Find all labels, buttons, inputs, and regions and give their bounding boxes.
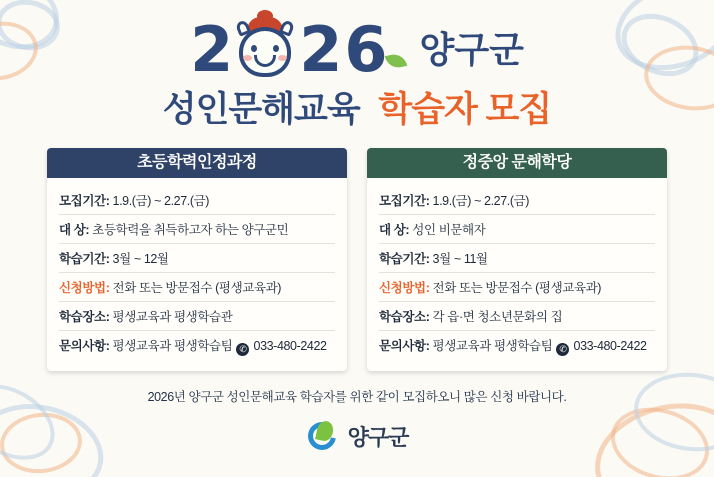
card-body-literacy — [367, 178, 667, 371]
row-label: 대 상: — [379, 223, 410, 237]
row-value: 3월 ~ 11월 — [432, 252, 488, 266]
card-title-elementary: 초등학력인정과정 — [47, 148, 347, 178]
program-card-elementary — [47, 148, 347, 371]
program-card-literacy — [367, 148, 667, 371]
year-digit-3: 2 — [299, 13, 341, 86]
table-row — [59, 273, 335, 302]
horse-mascot-icon — [235, 19, 295, 81]
card-body-elementary — [47, 178, 347, 371]
row-value: 각 읍·면 청소년문화의 집 — [432, 310, 563, 324]
phone-icon: ✆ — [236, 343, 249, 356]
table-row — [59, 186, 335, 215]
row-value: 전화 또는 방문접수 (평생교육과) — [432, 281, 602, 295]
footer-note: 2026년 양구군 성인문해교육 학습자를 위한 같이 모집하오니 많은 신청 바랍니다. — [147, 390, 567, 404]
row-label: 학습기간: — [379, 252, 430, 266]
row-value: 평생교육과 평생학습관 — [112, 310, 233, 324]
table-row — [59, 215, 335, 244]
table-row — [379, 302, 655, 331]
row-value: 1.9.(금) ~ 2.27.(금) — [112, 194, 210, 208]
year-digit-1: 2 — [190, 13, 232, 86]
title-main-text: 성인문해교육 — [162, 90, 360, 129]
table-row — [379, 186, 655, 215]
row-value: 초등학력을 취득하고자 하는 양구군민 — [92, 223, 289, 237]
row-label: 문의사항: — [379, 339, 430, 353]
row-value: 3월 ~ 12월 — [112, 252, 169, 266]
row-label: 모집기간: — [59, 194, 110, 208]
table-row — [59, 302, 335, 331]
year-digit-4: 6 — [344, 13, 386, 86]
poster-title — [0, 88, 714, 132]
year-title-row — [0, 14, 714, 86]
program-cards — [0, 148, 714, 371]
row-label: 학습장소: — [59, 310, 110, 324]
poster-header — [0, 0, 714, 132]
table-row — [379, 244, 655, 273]
title-accent-text: 학습자 모집 — [378, 90, 552, 129]
row-value: 전화 또는 방문접수 (평생교육과) — [112, 281, 282, 295]
row-label: 학습기간: — [59, 252, 110, 266]
county-logo-text: 양구군 — [347, 424, 409, 450]
row-label: 학습장소: — [379, 310, 430, 324]
table-row — [59, 244, 335, 273]
row-phone: 033-480-2422 — [253, 339, 327, 353]
row-phone: 033-480-2422 — [573, 339, 647, 353]
yanggu-county-logo-icon — [306, 419, 340, 453]
row-value: 성인 비문해자 — [412, 223, 486, 237]
table-row — [379, 273, 655, 302]
leaf-icon — [386, 50, 408, 76]
row-label: 신청방법: — [59, 281, 110, 295]
row-value: 1.9.(금) ~ 2.27.(금) — [432, 194, 530, 208]
row-label: 신청방법: — [379, 281, 430, 295]
county-logo — [0, 419, 714, 453]
row-label: 문의사항: — [59, 339, 110, 353]
county-name: 양구군 — [419, 29, 524, 70]
row-label: 대 상: — [59, 223, 90, 237]
row-label: 모집기간: — [379, 194, 430, 208]
table-row — [379, 331, 655, 361]
cloud-decoration-bottom-left — [0, 357, 180, 477]
row-value: 평생교육과 평생학습팀 — [432, 339, 553, 353]
table-row — [379, 215, 655, 244]
phone-icon: ✆ — [556, 343, 569, 356]
row-value: 평생교육과 평생학습팀 — [112, 339, 233, 353]
card-title-literacy: 정중앙 문해학당 — [367, 148, 667, 178]
table-row — [59, 331, 335, 361]
